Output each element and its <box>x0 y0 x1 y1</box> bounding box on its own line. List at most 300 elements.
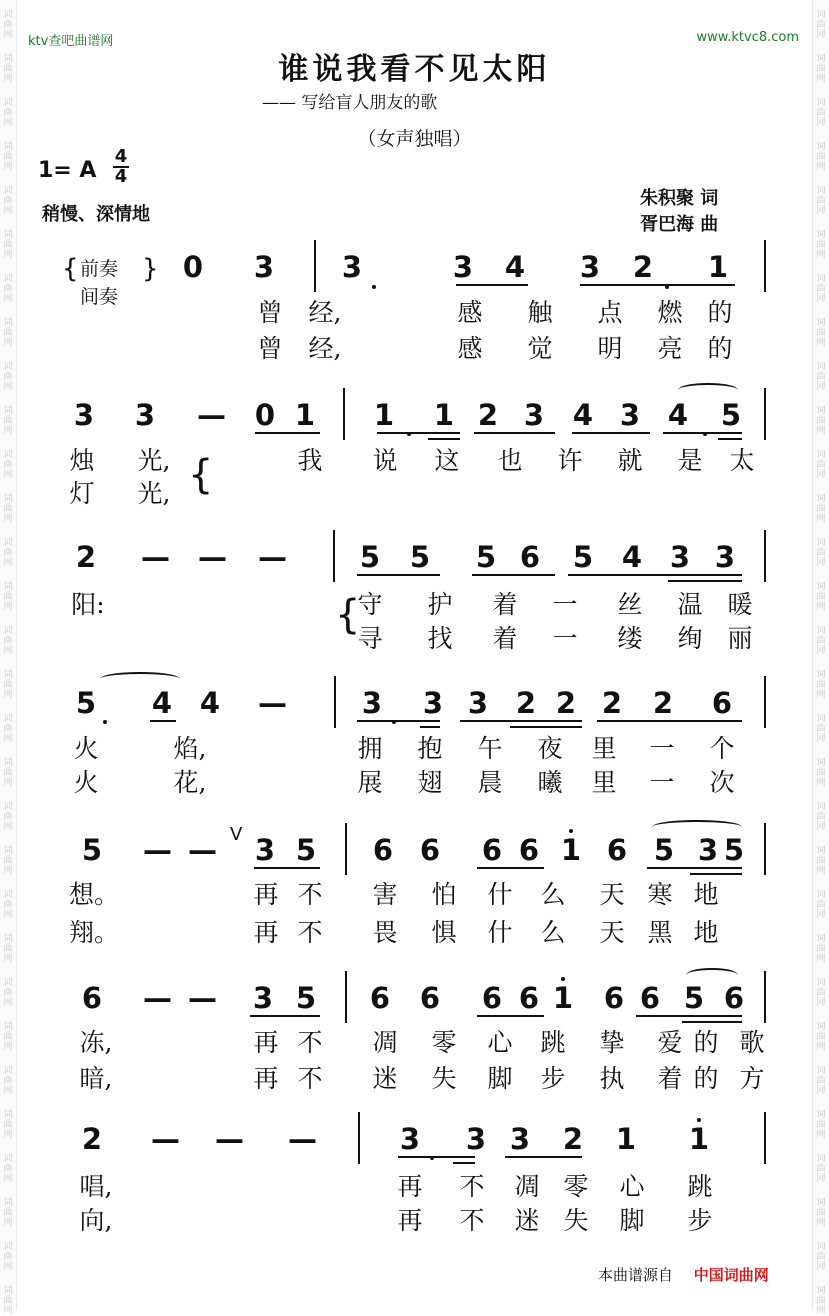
lyric-verse-1: 温 <box>677 590 703 619</box>
bar-line <box>345 823 347 875</box>
beam-underline <box>254 867 320 869</box>
note: 4 <box>667 398 689 432</box>
beam-underline <box>377 432 460 434</box>
lyric-verse-2: 执 <box>599 1064 625 1093</box>
watermark-text: 词 曲 网 <box>3 230 13 260</box>
slur <box>686 968 738 982</box>
watermark-text: 词 曲 网 <box>3 406 13 436</box>
lyric-verse-2: 曦 <box>537 768 563 797</box>
lyric-verse-1: 唱, <box>79 1172 113 1201</box>
note: 3 <box>252 981 274 1015</box>
lyric-verse-1: 的 <box>693 1028 719 1057</box>
beam-underline <box>477 1015 544 1017</box>
lyric-verse-1: 是 <box>677 446 703 475</box>
lyric-verse-2: 脚 <box>619 1206 645 1235</box>
beam-underline <box>718 438 742 440</box>
beam-underline <box>580 284 735 286</box>
note: 2 <box>477 398 499 432</box>
watermark-text: 词 曲 网 <box>3 1198 13 1228</box>
watermark-text: 词 曲 网 <box>3 714 13 744</box>
lyric-verse-1: 夜 <box>537 734 563 763</box>
lyric-verse-1: 烛 <box>69 446 95 475</box>
lyric-verse-1: 里 <box>591 734 617 763</box>
lyric-verse-1: 点 <box>597 298 623 327</box>
octave-dot-high <box>569 829 573 833</box>
lyric-verse-2: 失 <box>563 1206 589 1235</box>
watermark-text: 词 曲 网 <box>816 846 826 876</box>
time-signature-bottom: 4 <box>114 166 128 187</box>
lyric-verse-2: 不 <box>459 1206 485 1235</box>
watermark-text: 词 曲 网 <box>3 274 13 304</box>
lyric-verse-1: 心 <box>619 1172 645 1201</box>
note: 2 <box>555 686 577 720</box>
watermark-text: 词 曲 网 <box>3 846 13 876</box>
note: 3 <box>73 398 95 432</box>
bar-line <box>314 240 316 292</box>
bar-line <box>345 971 347 1023</box>
watermark-text: 词 曲 网 <box>816 10 826 40</box>
watermark-text: 词 曲 网 <box>3 670 13 700</box>
lyric-verse-2: 丽 <box>727 624 753 653</box>
lyric-verse-2: 么 <box>540 918 566 947</box>
note: 3 <box>619 398 641 432</box>
note: 3 <box>523 398 545 432</box>
note: 5 <box>295 833 317 867</box>
augmentation-dot <box>703 432 707 436</box>
brace-right: } <box>142 254 159 284</box>
lyric-verse-1: 跳 <box>687 1172 713 1201</box>
note: 4 <box>199 686 221 720</box>
note: 6 <box>481 981 503 1015</box>
lyric-verse-1: 怕 <box>431 880 457 909</box>
note: 6 <box>519 540 541 574</box>
note: 3 <box>452 250 474 284</box>
watermark-text: 词 曲 网 <box>816 1066 826 1096</box>
lyric-verse-1: 这 <box>434 446 460 475</box>
note: 5 <box>720 398 742 432</box>
lyric-verse-2: 什 <box>487 918 513 947</box>
note: 0 <box>254 398 276 432</box>
lyric-verse-2: 亮 <box>657 334 683 363</box>
lyric-verse-1: 么 <box>540 880 566 909</box>
lyric-verse-1: 零 <box>563 1172 589 1201</box>
note: 2 <box>81 1122 103 1156</box>
note: 6 <box>419 833 441 867</box>
note: 1 <box>615 1122 637 1156</box>
lyric-verse-1: 凋 <box>514 1172 540 1201</box>
note: 4 <box>572 398 594 432</box>
watermark-text: 词 曲 网 <box>816 538 826 568</box>
note: 2 <box>601 686 623 720</box>
watermark-text: 词 曲 网 <box>816 1242 826 1272</box>
note: 6 <box>81 981 103 1015</box>
lyric-verse-1: 个 <box>709 734 735 763</box>
augmentation-dot <box>430 1156 434 1160</box>
note: 6 <box>518 981 540 1015</box>
augmentation-dot <box>392 720 396 724</box>
watermark-text: 词 曲 网 <box>816 494 826 524</box>
note: 6 <box>372 833 394 867</box>
lyric-verse-2: 暗, <box>79 1064 113 1093</box>
lyric-verse-2: 脚 <box>487 1064 513 1093</box>
augmentation-dot <box>372 285 376 289</box>
lyric-brace: { <box>188 452 214 498</box>
note: 5 <box>572 540 594 574</box>
watermark-text: 词 曲 网 <box>816 934 826 964</box>
note: — <box>143 981 172 1015</box>
watermark-text: 词 曲 网 <box>3 1110 13 1140</box>
note: — <box>141 540 170 574</box>
beam-underline <box>597 720 742 722</box>
bar-line <box>764 676 766 728</box>
note: 5 <box>359 540 381 574</box>
note: 5 <box>683 981 705 1015</box>
lyric-verse-1: 跳 <box>540 1028 566 1057</box>
lyric-verse-1: 拥 <box>357 734 383 763</box>
note: — <box>215 1122 244 1156</box>
beam-underline <box>647 867 742 869</box>
lyric-verse-1: 再 <box>397 1172 423 1201</box>
lyric-verse-2: 迷 <box>514 1206 540 1235</box>
watermark-text: 词 曲 网 <box>3 626 13 656</box>
note: 5 <box>475 540 497 574</box>
lyric-verse-2: 觉 <box>527 334 553 363</box>
lyric-verse-1: 暖 <box>727 590 753 619</box>
beam-underline <box>420 726 440 728</box>
lyric-verse-1: 抱 <box>417 734 443 763</box>
lyric-verse-1: 感 <box>457 298 483 327</box>
note: 6 <box>639 981 661 1015</box>
lyric-verse-1: 护 <box>427 590 453 619</box>
lyric-verse-2: 明 <box>597 334 623 363</box>
bar-line <box>334 676 336 728</box>
watermark-text: 词 曲 网 <box>816 582 826 612</box>
note: 3 <box>465 1122 487 1156</box>
watermark-text: 词 曲 网 <box>816 406 826 436</box>
beam-underline <box>357 574 440 576</box>
watermark-text: 词 曲 网 <box>816 318 826 348</box>
watermark-text: 词 曲 网 <box>816 1286 826 1316</box>
note: 1 <box>560 833 582 867</box>
lyric-brace: { <box>335 592 361 638</box>
watermark-text: 词 曲 网 <box>3 758 13 788</box>
watermark-text: 词 曲 网 <box>3 494 13 524</box>
note: 2 <box>515 686 537 720</box>
octave-dot-high <box>697 1118 701 1122</box>
note: 2 <box>652 686 674 720</box>
watermark-text: 词 曲 网 <box>3 142 13 172</box>
bar-line <box>764 388 766 440</box>
note: 1 <box>373 398 395 432</box>
beam-underline <box>636 1015 742 1017</box>
site-name-left[interactable]: ktv查吧曲谱网 <box>28 34 114 49</box>
lyric-verse-1: 我 <box>297 446 323 475</box>
beam-underline <box>474 432 555 434</box>
lyric-verse-2: 不 <box>297 918 323 947</box>
lyric-verse-1: 守 <box>357 590 383 619</box>
lyric-verse-1: 经, <box>308 298 342 327</box>
lyric-verse-1: 火 <box>73 734 99 763</box>
note: 1 <box>688 1122 710 1156</box>
lyric-verse-1: 就 <box>617 446 643 475</box>
note: 6 <box>606 833 628 867</box>
lyric-verse-1: 再 <box>253 880 279 909</box>
augmentation-dot <box>103 720 107 724</box>
lyric-verse-1: 燃 <box>657 298 683 327</box>
watermark-text: 词 曲 网 <box>816 978 826 1008</box>
beam-underline <box>477 867 544 869</box>
lyric-verse-1: 什 <box>487 880 513 909</box>
lyricist-credit: 朱积聚 词 <box>640 188 719 209</box>
lyric-verse-2: 天 <box>599 918 625 947</box>
note: 4 <box>621 540 643 574</box>
beam-underline <box>682 1021 742 1023</box>
intro-label-interlude: 间奏 <box>80 286 119 308</box>
lyric-verse-2: 翔。 <box>69 918 120 947</box>
lyric-verse-1: 光, <box>137 446 171 475</box>
watermark-text: 词 曲 网 <box>3 1154 13 1184</box>
watermark-text: 词 曲 网 <box>816 362 826 392</box>
lyric-verse-2: 方 <box>739 1064 765 1093</box>
lyric-verse-2: 惧 <box>431 918 457 947</box>
note: 2 <box>562 1122 584 1156</box>
bar-line <box>343 388 345 440</box>
beam-underline <box>150 720 176 722</box>
lyric-verse-1: 冻, <box>79 1028 113 1057</box>
lyric-verse-1: 阳: <box>71 590 105 619</box>
lyric-verse-2: 再 <box>253 1064 279 1093</box>
lyric-verse-2: 翅 <box>417 768 443 797</box>
tempo-marking: 稍慢、深情地 <box>42 204 150 225</box>
lyric-verse-1: 害 <box>372 880 398 909</box>
lyric-verse-1: 天 <box>599 880 625 909</box>
note: 3 <box>254 833 276 867</box>
note: 6 <box>369 981 391 1015</box>
lyric-verse-2: 不 <box>297 1064 323 1093</box>
note: 3 <box>669 540 691 574</box>
note: — <box>143 833 172 867</box>
note: 5 <box>409 540 431 574</box>
lyric-verse-1: 焰, <box>173 734 207 763</box>
lyric-verse-2: 迷 <box>372 1064 398 1093</box>
note: 5 <box>295 981 317 1015</box>
lyric-verse-1: 再 <box>253 1028 279 1057</box>
augmentation-dot <box>665 285 669 289</box>
watermark-text: 词 曲 网 <box>816 142 826 172</box>
lyric-verse-1: 不 <box>297 880 323 909</box>
note: 3 <box>134 398 156 432</box>
note: 3 <box>361 686 383 720</box>
note: 5 <box>81 833 103 867</box>
watermark-text: 词 曲 网 <box>3 934 13 964</box>
beam-underline <box>398 1156 475 1158</box>
lyric-verse-1: 爱 <box>657 1028 683 1057</box>
slur <box>652 820 742 834</box>
watermark-text: 词 曲 网 <box>816 626 826 656</box>
lyric-verse-2: 找 <box>427 624 453 653</box>
note: 5 <box>75 686 97 720</box>
augmentation-dot <box>407 432 411 436</box>
lyric-verse-2: 绚 <box>677 624 703 653</box>
note: 6 <box>723 981 745 1015</box>
note: 6 <box>481 833 503 867</box>
lyric-verse-2: 寻 <box>357 624 383 653</box>
watermark-text: 词 曲 网 <box>3 186 13 216</box>
watermark-text: 词 曲 网 <box>3 362 13 392</box>
intro-label-prelude: 前奏 <box>80 258 119 280</box>
lyric-verse-1: 曾 <box>257 298 283 327</box>
note: 3 <box>422 686 444 720</box>
note: 3 <box>579 250 601 284</box>
slur <box>100 672 180 686</box>
watermark-text: 词 曲 网 <box>3 890 13 920</box>
watermark-text: 词 曲 网 <box>816 802 826 832</box>
lyric-verse-1: 不 <box>297 1028 323 1057</box>
lyric-verse-1: 丝 <box>617 590 643 619</box>
lyric-verse-2: 再 <box>253 918 279 947</box>
watermark-text: 词 曲 网 <box>3 1022 13 1052</box>
composer-credit: 胥巴海 曲 <box>640 214 719 235</box>
lyric-verse-1: 想。 <box>69 880 120 909</box>
watermark-text: 词 曲 网 <box>3 1242 13 1272</box>
watermark-text: 词 曲 网 <box>3 54 13 84</box>
beam-underline <box>505 1156 582 1158</box>
note: — <box>188 981 217 1015</box>
song-subtitle: —— 写给盲人朋友的歌 <box>262 93 438 113</box>
beam-underline <box>428 438 460 440</box>
note: — <box>288 1122 317 1156</box>
slur <box>678 383 738 397</box>
footer-source-site[interactable]: 中国词曲网 <box>693 1266 769 1284</box>
watermark-text: 词 曲 网 <box>3 98 13 128</box>
watermark-text: 词 曲 网 <box>816 1110 826 1140</box>
beam-underline <box>568 574 742 576</box>
lyric-verse-2: 着 <box>492 624 518 653</box>
lyric-verse-2: 一 <box>552 624 578 653</box>
watermark-text: 词 曲 网 <box>816 1154 826 1184</box>
beam-underline <box>572 432 650 434</box>
lyric-verse-2: 步 <box>540 1064 566 1093</box>
lyric-verse-1: 零 <box>431 1028 457 1057</box>
watermark-text: 词 曲 网 <box>3 10 13 40</box>
watermark-text: 词 曲 网 <box>816 670 826 700</box>
watermark-text: 词 曲 网 <box>3 538 13 568</box>
beam-underline <box>357 720 440 722</box>
lyric-verse-2: 的 <box>693 1064 719 1093</box>
brace-left: { <box>62 254 79 284</box>
bar-line <box>358 1112 360 1164</box>
lyric-verse-1: 许 <box>557 446 583 475</box>
note: 6 <box>419 981 441 1015</box>
beam-underline <box>668 580 742 582</box>
bar-line <box>333 530 335 582</box>
note: 3 <box>399 1122 421 1156</box>
song-title: 谁说我看不见太阳 <box>278 52 551 87</box>
breath-mark: V <box>230 824 243 845</box>
bar-line <box>764 240 766 292</box>
lyric-verse-1: 太 <box>729 446 755 475</box>
lyric-verse-2: 里 <box>591 768 617 797</box>
note: — <box>258 686 287 720</box>
lyric-verse-2: 缕 <box>617 624 643 653</box>
lyric-verse-2: 黑 <box>647 918 673 947</box>
note: 6 <box>518 833 540 867</box>
note: — <box>258 540 287 574</box>
lyric-verse-1: 地 <box>693 880 719 909</box>
note: 3 <box>697 833 719 867</box>
note: — <box>151 1122 180 1156</box>
key-signature: 1= A <box>38 158 97 183</box>
lyric-verse-2: 次 <box>709 768 735 797</box>
watermark-text: 词 曲 网 <box>3 978 13 1008</box>
beam-underline <box>255 432 320 434</box>
note: 4 <box>151 686 173 720</box>
lyric-verse-1: 的 <box>707 298 733 327</box>
bar-line <box>764 823 766 875</box>
lyric-verse-2: 一 <box>649 768 675 797</box>
note: 3 <box>253 250 275 284</box>
note: 3 <box>509 1122 531 1156</box>
watermark-text: 词 曲 网 <box>3 582 13 612</box>
watermark-text: 词 曲 网 <box>3 1066 13 1096</box>
note: 0 <box>182 250 204 284</box>
lyric-verse-1: 挚 <box>599 1028 625 1057</box>
note: 5 <box>653 833 675 867</box>
watermark-text: 词 曲 网 <box>816 1198 826 1228</box>
watermark-text: 词 曲 网 <box>3 802 13 832</box>
note: 3 <box>341 250 363 284</box>
lyric-verse-2: 步 <box>687 1206 713 1235</box>
note: 1 <box>707 250 729 284</box>
note: 1 <box>294 398 316 432</box>
watermark-text: 词 曲 网 <box>3 1286 13 1316</box>
bar-line <box>764 971 766 1023</box>
beam-underline <box>690 873 742 875</box>
lyric-verse-1: 一 <box>649 734 675 763</box>
beam-underline <box>472 574 555 576</box>
note: 2 <box>632 250 654 284</box>
octave-dot-high <box>561 977 565 981</box>
beam-underline <box>456 284 528 286</box>
watermark-text: 词 曲 网 <box>3 318 13 348</box>
lyric-verse-2: 灯 <box>69 479 95 508</box>
lyric-verse-2: 光, <box>137 479 171 508</box>
lyric-verse-1: 凋 <box>372 1028 398 1057</box>
watermark-text: 词 曲 网 <box>816 98 826 128</box>
note: 6 <box>603 981 625 1015</box>
note: 5 <box>723 833 745 867</box>
note: 1 <box>433 398 455 432</box>
note: 4 <box>504 250 526 284</box>
lyric-verse-2: 花, <box>173 768 207 797</box>
lyric-verse-2: 晨 <box>477 768 503 797</box>
note: — <box>198 540 227 574</box>
performance-note: （女声独唱） <box>357 128 472 150</box>
lyric-verse-1: 也 <box>497 446 523 475</box>
lyric-verse-2: 地 <box>693 918 719 947</box>
lyric-verse-2: 展 <box>357 768 383 797</box>
bar-line <box>764 1112 766 1164</box>
lyric-verse-2: 畏 <box>372 918 398 947</box>
bar-line <box>764 530 766 582</box>
site-url-right[interactable]: www.ktvc8.com <box>696 30 799 45</box>
lyric-verse-1: 一 <box>552 590 578 619</box>
lyric-verse-1: 午 <box>477 734 503 763</box>
watermark-text: 词 曲 网 <box>816 186 826 216</box>
lyric-verse-2: 火 <box>73 768 99 797</box>
lyric-verse-2: 向, <box>79 1206 113 1235</box>
lyric-verse-1: 歌 <box>739 1028 765 1057</box>
